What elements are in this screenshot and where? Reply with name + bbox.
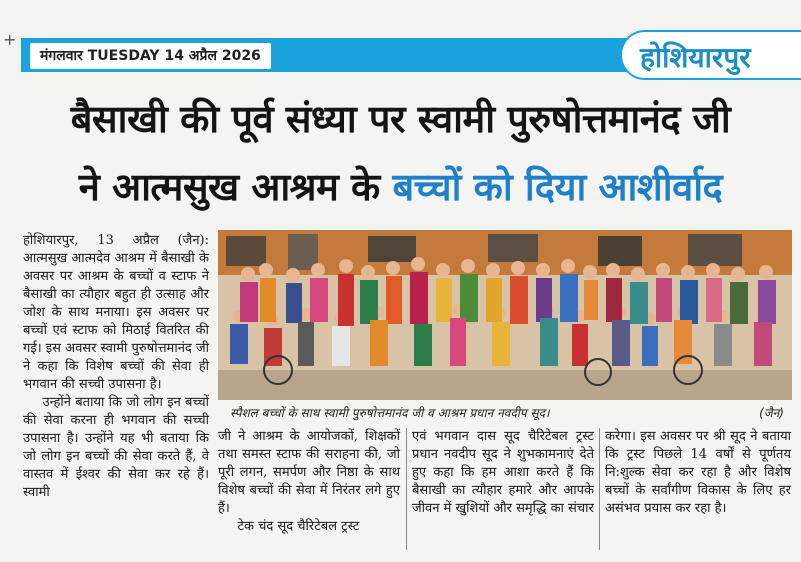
article-column-4: [605, 428, 791, 518]
headline-line-1: बैसाखी की पूर्व संध्या पर स्वामी पुरुषोत्तमानंद जी: [70, 97, 731, 141]
article-paragraph: एवं भगवान दास सूद चैरिटेबल ट्रस्ट प्रधान नवदीप सूद ने शुभकामनाएं देते हुए कहा कि हम आशा करते हैं कि बैसाखी का त्यौहार हमारे और आपके जीवन में खुशियों और समृद्धि का संचार: [412, 429, 594, 516]
article-column-1: [23, 232, 209, 502]
headline-line-2-highlight: बच्चों को दिया आशीर्वाद: [392, 165, 723, 209]
city-name: होशियारपुर: [640, 41, 751, 74]
column-divider: [406, 428, 407, 550]
article-paragraph: होशियारपुर, 13 अप्रैल (जैन): आत्मसुख आत्मदेव आश्रम में बैसाखी के अवसर पर आश्रम के बच्चों व स्टाफ ने बैसाखी का त्यौहार बहुत ही उत्साह और जोश के साथ मनाया। इस अवसर पर बच्चों एवं स्टाफ को मिठाई वितरित की गई। इस अवसर स्वामी पुरुषोत्तमानंद जी ने कहा कि विशेष बच्चों की सेवा ही भगवान की सच्ची उपासना है।: [23, 233, 209, 392]
photo-caption: [218, 402, 792, 422]
article-column-3: [412, 428, 594, 518]
photo-credit: (जैन): [759, 406, 784, 420]
article-paragraph: उन्होंने बताया कि जो लोग इन बच्चों की सेवा करना ही भगवान की सच्ची उपासना है। उन्होंने यह भी बताया कि जो लोग इन बच्चों की सेवा करते हैं, वे वास्तव में ईश्वर की सेवा कर रहे हैं। स्वामी: [23, 395, 209, 500]
caption-text: स्पैशल बच्चों के साथ स्वामी पुरुषोत्तमानंद जी व आश्रम प्रधान नवदीप सूद।: [230, 406, 550, 420]
article-paragraph: टेक चंद सूद चैरिटेबल ट्रस्ट: [237, 519, 360, 534]
article-paragraph: जी ने आश्रम के आयोजकों, शिक्षकों तथा समस्त स्टाफ की सराहना की, जो पूरी लगन, समर्पण और निष्ठा के साथ विशेष बच्चों की सेवा में निरंतर लगे हुए हैं।: [218, 429, 400, 516]
group-photo: [218, 230, 792, 400]
headline-line-2: [0, 160, 801, 212]
headline-line-2-plain: ने आत्मसुख आश्रम के: [78, 165, 380, 209]
crop-mark: +: [3, 30, 17, 49]
date-label: मंगलवार TUESDAY 14 अप्रैल 2026: [30, 43, 271, 69]
article-column-2: [218, 428, 400, 536]
column-divider: [599, 428, 600, 550]
article-paragraph: करेगा। इस अवसर पर श्री सूद ने बताया कि ट्रस्ट पिछले 14 वर्षों से पूर्णतय नि:शुल्क सेवा कर रहा है और विशेष बच्चों के सर्वांगीण विकास के लिए हर असंभव प्रयास कर रहा है।: [605, 429, 791, 516]
